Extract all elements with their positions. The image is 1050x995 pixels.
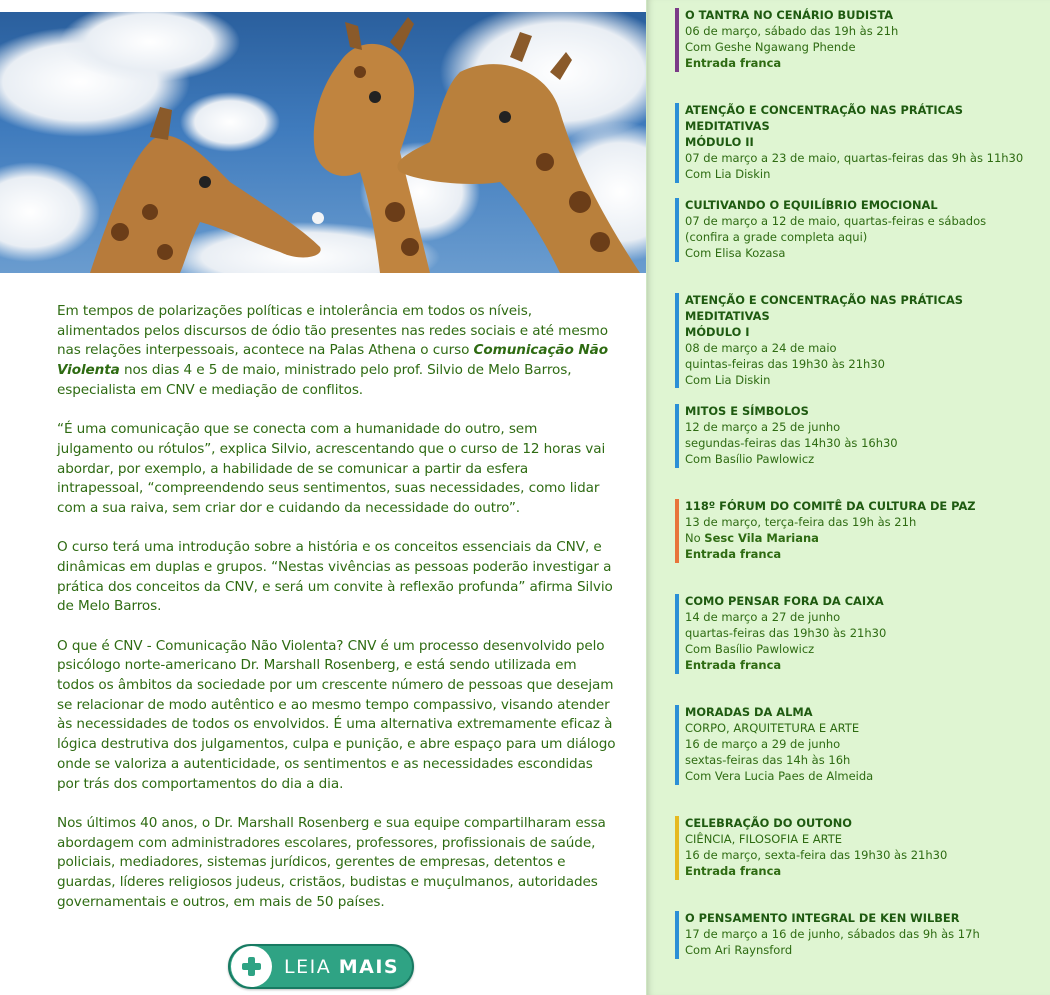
event-color-bar (675, 404, 679, 468)
event-title[interactable]: CELEBRAÇÃO DO OUTONO (685, 816, 852, 830)
event-title[interactable]: O PENSAMENTO INTEGRAL DE KEN WILBER (685, 911, 960, 925)
event-title[interactable]: COMO PENSAR FORA DA CAIXA (685, 594, 884, 608)
event-detail: 06 de março, sábado das 19h às 21h (685, 23, 899, 38)
event-color-bar (675, 911, 679, 959)
event-title[interactable]: O TANTRA NO CENÁRIO BUDISTA (685, 8, 894, 22)
plus-icon (231, 946, 272, 987)
event-free-entry: Entrada franca (685, 863, 782, 878)
event-item[interactable] (675, 705, 1045, 785)
article-paragraph: “É uma comunicação que se conecta com a humanidade do outro, sem julgamento ou rótulos”, explica Silvio, acrescentando que o curso de 12 horas vai abordar, por exemplo, a habilidade de se comunicar a partir da esfera intrapessoal, “compreendendo seus sentimentos, suas necessidades, como lidar com a sua raiva, sem criar dor e cuidando da necessidade do outro”. (57, 421, 606, 516)
article-paragraph: O que é CNV - Comunicação Não Violenta? CNV é um processo desenvolvido pelo psicólogo norte-americano Dr. Marshall Rosenberg, e está sendo utilizada em todos os âmbitos da sociedade por um crescente número de pessoas que desejam se relacionar de modo autêntico e ao mesmo tempo compassivo, visando atender às necessidades de todos os envolvidos. É uma alternativa extremamente eficaz à lógica destrutiva dos julgamentos, culpa e punição, e abre espaço para um diálogo onde se valoriza a autenticidade, os sentimentos e as necessidades escondidas por trás dos comportamentos do dia a dia. (57, 637, 616, 792)
event-item[interactable] (675, 404, 1045, 468)
event-detail: 17 de março a 16 de junho, sábados das 9h às 17h (685, 926, 980, 941)
event-color-bar (675, 705, 679, 785)
article-body (57, 302, 617, 932)
read-more-label: LEIA MAIS (284, 955, 400, 978)
event-color-bar (675, 103, 679, 183)
article-paragraph: Nos últimos 40 anos, o Dr. Marshall Rosenberg e sua equipe compartilharam essa abordagem com administradores escolares, professores, profissionais de saúde, policiais, mediadores, sistemas jurídicos, gerentes de empresas, detentos e guardas, líderes religiosos judeus, cristãos, budistas e muçulmanos, autoridades governamentais e outros, em mais de 50 países. (57, 814, 606, 910)
article-paragraph: O curso terá uma introdução sobre a história e os conceitos essenciais da CNV, e dinâmicas em duplas e grupos. “Nestas vivências as pessoas poderão investigar a prática dos conceitos da CNV, e será um convite à reflexão profunda” afirma Silvio de Melo Barros. (57, 539, 613, 615)
event-free-entry: Entrada franca (685, 546, 782, 561)
event-title[interactable]: CULTIVANDO O EQUILÍBRIO EMOCIONAL (685, 198, 938, 212)
events-sidebar (646, 0, 1050, 995)
event-detail: 12 de março a 25 de junho (685, 419, 841, 434)
event-free-entry: Entrada franca (685, 55, 782, 70)
event-detail: 07 de março a 12 de maio, quartas-feiras e sábados (685, 213, 987, 228)
event-title[interactable]: MÓDULO I (685, 324, 750, 339)
event-color-bar (675, 8, 679, 72)
event-detail: Com Vera Lucia Paes de Almeida (685, 768, 874, 783)
event-detail: Com Lia Diskin (685, 166, 771, 181)
event-detail: 07 de março a 23 de maio, quartas-feiras das 9h às 11h30 (685, 150, 1024, 165)
event-detail: 16 de março a 29 de junho (685, 736, 841, 751)
event-item[interactable] (675, 103, 1045, 183)
event-title[interactable]: MITOS E SÍMBOLOS (685, 404, 809, 418)
giraffes-illustration (0, 12, 646, 273)
article-paragraph: Em tempos de polarizações políticas e intolerância em todos os níveis, alimentados pelos discursos de ódio tão presentes nas redes sociais e até mesmo nas relações interpessoais, acontece na Palas Athena o curso Comunicação Não Violenta nos dias 4 e 5 de maio, ministrado pelo prof. Silvio de Melo Barros, especialista em CNV e mediação de conflitos. (57, 303, 608, 398)
event-color-bar (675, 293, 679, 388)
event-detail[interactable]: (confira a grade completa aqui) (685, 229, 868, 244)
event-detail: quartas-feiras das 19h30 às 21h30 (685, 625, 887, 640)
event-free-entry: Entrada franca (685, 657, 782, 672)
event-color-bar (675, 594, 679, 674)
event-item[interactable] (675, 293, 1045, 388)
event-detail: 16 de março, sexta-feira das 19h30 às 21h30 (685, 847, 948, 862)
event-title[interactable]: ATENÇÃO E CONCENTRAÇÃO NAS PRÁTICAS MEDITATIVAS (685, 293, 963, 323)
event-detail: 08 de março a 24 de maio (685, 340, 837, 355)
event-detail: 13 de março, terça-feira das 19h às 21h (685, 514, 917, 529)
event-detail: Com Elisa Kozasa (685, 245, 786, 260)
event-detail: CIÊNCIA, FILOSOFIA E ARTE (685, 831, 843, 846)
event-detail: Com Basílio Pawlowicz (685, 451, 815, 466)
event-item[interactable] (675, 594, 1045, 674)
event-detail: Com Ari Raynsford (685, 942, 793, 957)
event-detail: Com Geshe Ngawang Phende (685, 39, 856, 54)
event-item[interactable] (675, 198, 1045, 262)
event-title[interactable]: MORADAS DA ALMA (685, 705, 813, 719)
event-detail: segundas-feiras das 14h30 às 16h30 (685, 435, 898, 450)
event-detail: Com Lia Diskin (685, 372, 771, 387)
event-detail: sextas-feiras das 14h às 16h (685, 752, 851, 767)
event-title[interactable]: ATENÇÃO E CONCENTRAÇÃO NAS PRÁTICAS MEDITATIVAS (685, 103, 963, 133)
event-item[interactable] (675, 816, 1045, 880)
event-detail: Com Basílio Pawlowicz (685, 641, 815, 656)
course-name: Comunicação Não Violenta (57, 342, 608, 379)
event-detail: 14 de março a 27 de junho (685, 609, 841, 624)
event-title[interactable]: 118º FÓRUM DO COMITÊ DA CULTURA DE PAZ (685, 499, 976, 513)
hero-image (0, 12, 646, 273)
event-item[interactable] (675, 911, 1045, 959)
event-venue: No Sesc Vila Mariana (685, 530, 819, 545)
event-color-bar (675, 816, 679, 880)
event-detail: quintas-feiras das 19h30 às 21h30 (685, 356, 885, 371)
read-more-button[interactable] (228, 944, 414, 989)
event-detail: CORPO, ARQUITETURA E ARTE (685, 720, 860, 735)
event-item[interactable] (675, 8, 1045, 72)
event-color-bar (675, 499, 679, 563)
event-title[interactable]: MÓDULO II (685, 134, 754, 149)
event-item[interactable] (675, 499, 1045, 563)
event-color-bar (675, 198, 679, 262)
